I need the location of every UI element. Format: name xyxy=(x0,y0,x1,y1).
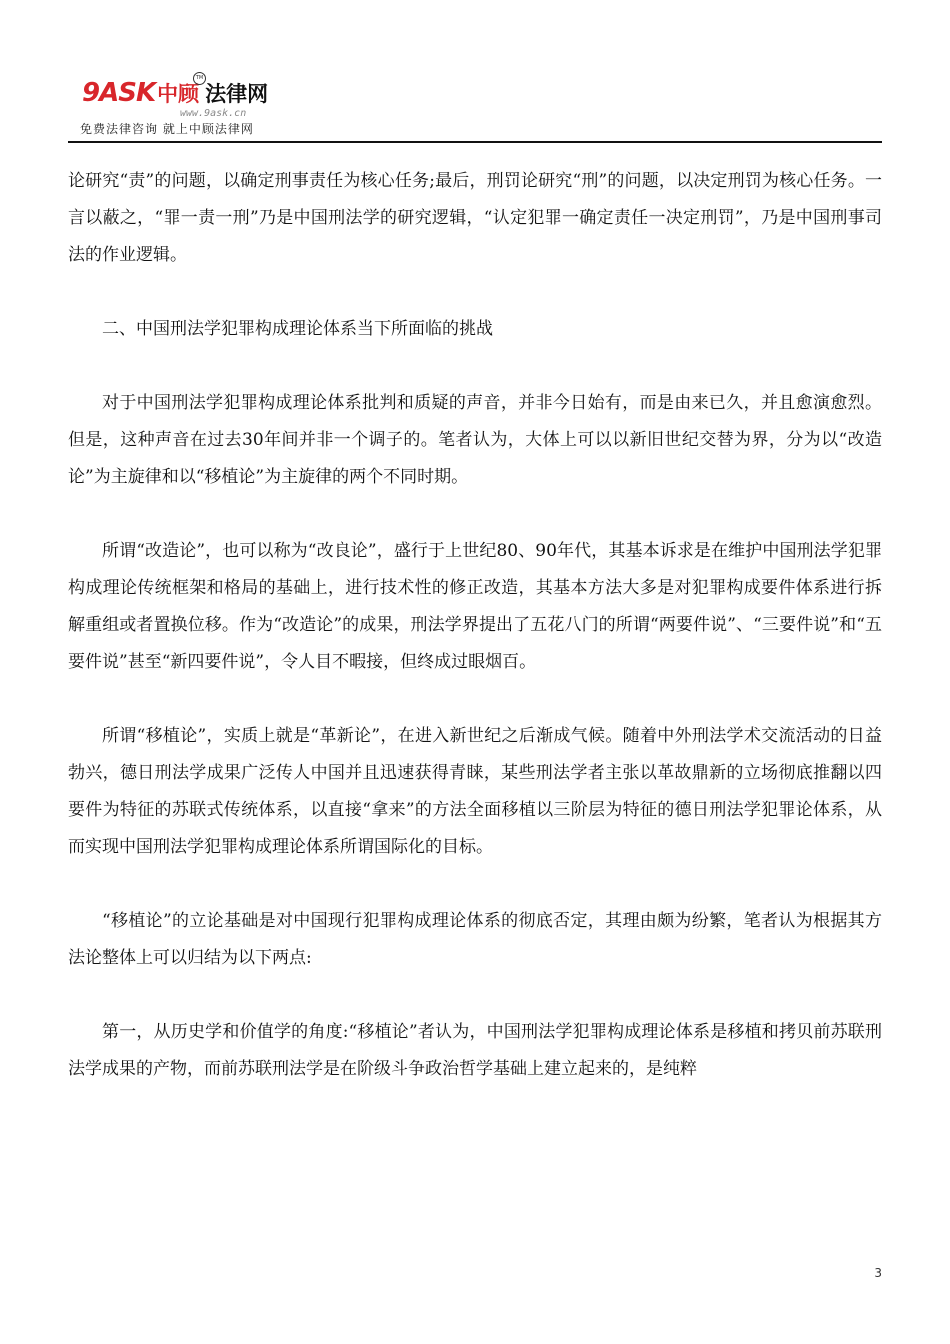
logo-zhonggu: 中顾 xyxy=(157,82,200,106)
header-divider xyxy=(68,141,882,143)
trademark-icon: TM xyxy=(193,72,206,85)
paragraph: 对于中国刑法学犯罪构成理论体系批判和质疑的声音，并非今日始有，而是由来已久，并且愈演愈烈。但是，这种声音在过去30年间并非一个调子的。笔者认为，大体上可以以新旧世纪交替为界，分为以“改造论”为主旋律和以“移植论”为主旋律的两个不同时期。 xyxy=(68,393,882,487)
paragraph: “移植论”的立论基础是对中国现行犯罪构成理论体系的彻底否定，其理由颇为纷繁，笔者认为根据其方法论整体上可以归结为以下两点: xyxy=(68,911,882,968)
logo-9ask: 9ASK xyxy=(82,78,156,108)
logo-falvwang: 法律网 xyxy=(205,82,269,106)
document-body xyxy=(68,163,882,1088)
page-header xyxy=(68,70,882,140)
paragraph: 论研究“责”的问题，以确定刑事责任为核心任务;最后，刑罚论研究“刑”的问题，以决定刑罚为核心任务。一言以蔽之，“罪一责一刑”乃是中国刑法学的研究逻辑，“认定犯罪一确定责任一决定刑罚”，乃是中国刑事司法的作业逻辑。 xyxy=(68,171,882,265)
page-number: 3 xyxy=(874,1266,882,1280)
paragraph: 所谓“改造论”，也可以称为“改良论”，盛行于上世纪80、90年代，其基本诉求是在维护中国刑法学犯罪构成理论传统框架和格局的基础上，进行技术性的修正改造，其基本方法大多是对犯罪构成要件体系进行拆解重组或者置换位移。作为“改造论”的成果，刑法学界提出了五花八门的所谓“两要件说”、“三要件说”和“五要件说”甚至“新四要件说”，令人目不暇接，但终成过眼烟百。 xyxy=(68,541,882,672)
section-heading: 二、中国刑法学犯罪构成理论体系当下所面临的挑战 xyxy=(102,319,493,339)
paragraph: 第一，从历史学和价值学的角度:“移植论”者认为，中国刑法学犯罪构成理论体系是移植和拷贝前苏联刑法学成果的产物，而前苏联刑法学是在阶级斗争政治哲学基础上建立起来的，是纯粹 xyxy=(68,1022,882,1079)
site-slogan: 免费法律咨询 就上中顾法律网 xyxy=(80,122,254,136)
paragraph: 所谓“移植论”，实质上就是“革新论”，在进入新世纪之后渐成气候。随着中外刑法学术交流活动的日益勃兴，德日刑法学成果广泛传人中国并且迅速获得青睐，某些刑法学者主张以革故鼎新的立场彻底推翻以四要件为特征的苏联式传统体系，以直接“拿来”的方法全面移植以三阶层为特征的德日刑法学犯罪论体系，从而实现中国刑法学犯罪构成理论体系所谓国际化的目标。 xyxy=(68,726,882,857)
site-url: www.9ask.cn xyxy=(180,108,247,119)
